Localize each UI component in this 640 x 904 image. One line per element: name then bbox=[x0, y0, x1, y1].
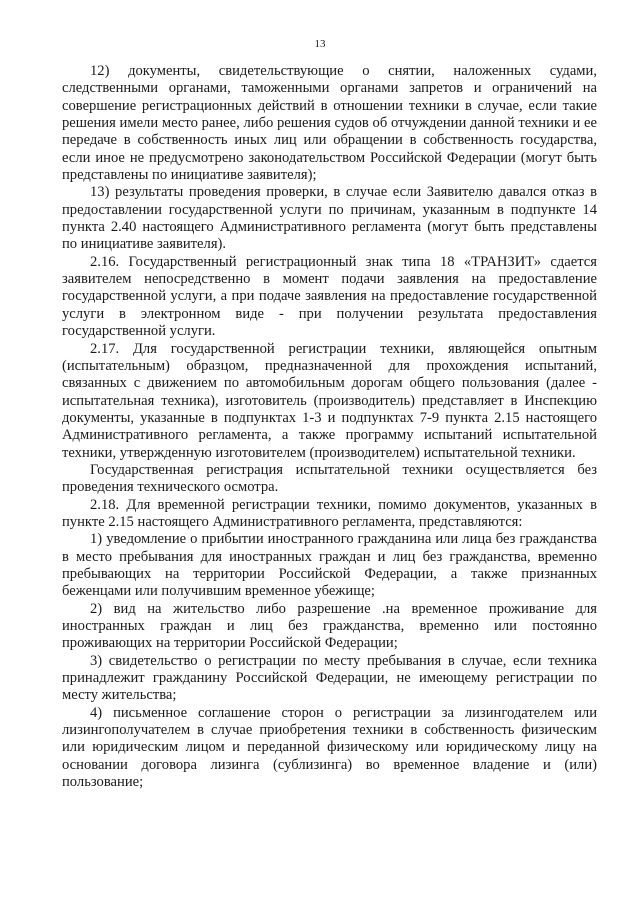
paragraph-item-12: 12) документы, свидетельствующие о снятии, наложенных судами, следственными органами, таможенными органами запретов и ограничений на совершение регистрационных действий в отношении техники в случае, если такие решения имели место ранее, либо решения судов об отчуждении данной техники и ее передаче в собственность иных лиц или обращении в собственность государства, если иное не предусмотрено законодательством Российской Федерации (могут быть представлены по инициативе заявителя); bbox=[62, 63, 597, 184]
paragraph-test-registration: Государственная регистрация испытательной техники осуществляется без проведения технического осмотра. bbox=[62, 461, 597, 496]
paragraph-item-13: 13) результаты проведения проверки, в случае если Заявителю давался отказ в предоставлении государственной услуги по причинам, указанным в подпункте 14 пункта 2.40 настоящего Административного регламента (могут быть представлены по инициативе заявителя). bbox=[62, 184, 597, 253]
paragraph-2-16: 2.16. Государственный регистрационный знак типа 18 «ТРАНЗИТ» сдается заявителем непосредственно в момент подачи заявления на предоставление государственной услуги, а при подаче заявления на предоставление государственной услуги в электронном виде - при получении результата предоставления государственной услуги. bbox=[62, 253, 597, 340]
paragraph-subitem-4: 4) письменное соглашение сторон о регистрации за лизингодателем или лизингополучателем в случае приобретения техники в собственность физическим или юридическим лицом и переданной физическому или юридическому лицу на основании договора лизинга (сублизинга) во временное владение и (или) пользование; bbox=[62, 704, 597, 791]
paragraph-2-17: 2.17. Для государственной регистрации техники, являющейся опытным (испытательным) образцом, предназначенной для прохождения испытаний, связанных с движением по автомобильным дорогам общего пользования (далее - испытательная техника), изготовитель (производитель) представляет в Инспекцию документы, указанные в подпунктах 1-3 и подпунктах 7-9 пункта 2.15 настоящего Административного регламента, а также программу испытаний испытательной техники, утвержденную изготовителем (производителем) испытательной техники. bbox=[62, 340, 597, 461]
paragraph-subitem-3: 3) свидетельство о регистрации по месту пребывания в случае, если техника принадлежит гражданину Российской Федерации, не имеющему регистрации по месту жительства; bbox=[62, 652, 597, 704]
body-text bbox=[62, 63, 597, 791]
paragraph-subitem-2: 2) вид на жительство либо разрешение .на временное проживание для иностранных граждан и лиц без гражданства, временно или постоянно проживающих на территории Российской Федерации; bbox=[62, 600, 597, 652]
paragraph-subitem-1: 1) уведомление о прибытии иностранного гражданина или лица без гражданства в место пребывания для иностранных граждан и лиц без гражданства, временно пребывающих на территории Российской Федерации, а также признанных беженцами или получившим временное убежище; bbox=[62, 531, 597, 600]
paragraph-2-18: 2.18. Для временной регистрации техники, помимо документов, указанных в пункте 2.15 настоящего Административного регламента, представляются: bbox=[62, 496, 597, 530]
page-number: 13 bbox=[314, 38, 326, 50]
